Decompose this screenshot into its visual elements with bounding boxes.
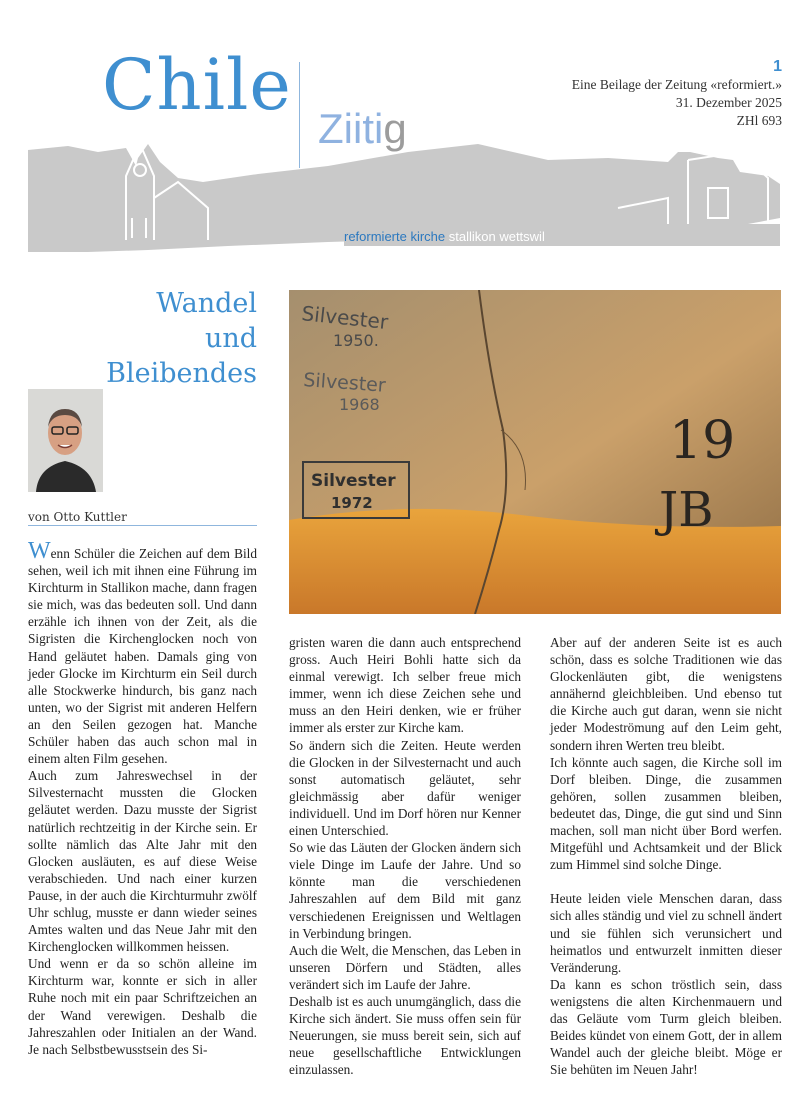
paragraph: Deshalb ist es auch unumgänglich, dass die Kirche sich ändert. Sie muss offen sein für Neuerungen, sie muss bereit sein, sich auf neue gesellschaftliche Entwicklungen einzulassen.	[289, 993, 521, 1078]
article-title	[37, 286, 257, 391]
paragraph-gap	[550, 873, 782, 890]
inscription-3: Silvester	[302, 369, 387, 397]
paragraph: So ändern sich die Zeiten. Heute werden die Glocken in der Silvesternacht und auch sonst automatisch geläutet, sehr gleichmässig aber dafür weniger individuell. Und im Dorf hören nur Kenner einen Unterschied.	[289, 737, 521, 839]
issue-date: 31. Dezember 2025	[675, 95, 782, 110]
article-column-2	[289, 634, 521, 1078]
bell-tower-wall-photo	[289, 290, 781, 614]
masthead-subtitle-part1: Ziiti	[318, 105, 384, 152]
inscription-5: Silvester	[311, 471, 396, 491]
paragraph: So wie das Läuten der Glocken ändern sich viele Dinge im Laufe der Jahre. Und so könnte man die verschiedenen Jahreszahlen auf dem Bild mit ganz verschiedenen Ereignissen und Weltlagen in Verbindung bringen.	[289, 840, 521, 941]
inscription-8: JB	[659, 482, 714, 538]
church-label-location: stallikon wettswil	[445, 229, 545, 244]
inscription-4: 1968	[339, 395, 380, 414]
drop-cap: W	[28, 538, 51, 564]
article-column-3	[550, 634, 782, 1078]
paragraph: Heute leiden viele Menschen daran, dass sich alles ständig und viel zu schnell ändert und sie fühlen sich verunsichert und heimatlos und entwurzelt inmitten dieser Veränderung.	[550, 891, 782, 975]
issue-number: 1	[773, 58, 782, 75]
paragraph: Auch zum Jahreswechsel in der Silvesternacht mussten die Glocken geläutet werden. Dazu musste der Sigrist natürlich rechtzeitig in der Kirche sein. Er sollte nämlich das Alte Jahr mit den Glocken ausläuten, es auf diese Weise verabschieden. Und nach einer kurzen Pause, in der auch die Kirchturmuhr zwölf Uhr schlug, musste er dann wieder seines Amtes walten und das Neue Jahr mit den Kirchenglocken willkommen heissen.	[28, 768, 257, 955]
paragraph: Aber auf der anderen Seite ist es auch schön, dass es solche Traditionen wie das Glockenläuten gibt, die wenigstens annähernd gleichbleiben. Und ebenso tut die Kirche auch gut daran, wenn sie nicht jeder Modeströmung auf den Leim geht, sondern ihren Werten treu bleibt.	[550, 635, 782, 753]
inscription-1: Silvester	[300, 301, 390, 335]
church-label-main: reformierte kirche	[344, 229, 446, 244]
issue-meta	[572, 58, 782, 130]
issue-code: ZHl 693	[736, 113, 782, 128]
article-title-line1: Wandel	[156, 288, 257, 319]
paragraph: Da kann es schon tröstlich sein, dass wenigstens die alten Kirchenmauern und das Geläute vom Turm gleich bleiben. Beides kündet von einem Gott, der in allem Wandel auch der gleiche bleibt. Möge er Sie behüten im Neuen Jahr!	[550, 976, 782, 1078]
byline: von Otto Kuttler	[28, 510, 257, 526]
article-title-line2: und	[204, 323, 257, 354]
article-column-1	[28, 538, 257, 1058]
church-label	[344, 229, 545, 244]
inscription-6: 1972	[331, 494, 373, 512]
paragraph: gristen waren die dann auch entsprechend gross. Auch Heiri Bohli hatte sich da einmal verewigt. Ich selber freue mich immer, wenn ich diese Zeichen sehe und muss an den Heiri denken, wie er früher immer als erster zur Kirche kam.	[289, 635, 521, 736]
inscription-2: 1950.	[333, 331, 379, 350]
paragraph: Ich könnte auch sagen, die Kirche soll im Dorf bleiben. Dinge, die zusammen gehören, sollen zusammen bleiben, bedeutet das, Dinge, die gut sind und Sinn machen, soll man nicht über Bord werfen. Mitgefühl und Achtsamkeit und der Blick zum Himmel sind solche Dinge.	[550, 754, 782, 873]
paragraph	[28, 538, 257, 767]
masthead-subtitle-part2: g	[383, 105, 407, 152]
author-portrait	[28, 389, 103, 492]
paragraph: Und wenn er da so schön alleine im Kirchturm war, konnte er sich in aller Ruhe noch mit ein paar Schriftzeichen an der Wand verewigen. Deshalb die Jahreszahlen oder Initialen an der Wand. Je nach Selbstbewusstsein des Si-	[28, 956, 257, 1057]
inscription-7: 19	[669, 411, 736, 471]
paragraph: Auch die Welt, die Menschen, das Leben in unseren Dörfern und Städten, alles verändert sich im Laufe der Jahre.	[289, 942, 521, 992]
supplement-note: Eine Beilage der Zeitung «reformiert.»	[571, 77, 782, 92]
article-title-line3: Bleibendes	[106, 358, 257, 389]
masthead-title: Chile	[102, 44, 292, 126]
paragraph-text: enn Schüler die Zeichen auf dem Bild sehen, weil ich mit ihnen eine Führung im Kirchturm in Stallikon mache, dann fragen sie mich, was das bedeuten soll. Und dann erzähle ich ihnen von der Zeit, als die Sigristen die Kirchenglocken noch von Hand geläutet haben. Damals ging von jeder Glocke im Kirchturm ein Seil durch alle Stockwerke hindurch, bis ganz nach unten, wo der Sigrist mit anderen Helfern an den Seilen gezogen hat. Manche Schüler haben das auch schon mal in einem alten Film gesehen.	[28, 546, 257, 767]
